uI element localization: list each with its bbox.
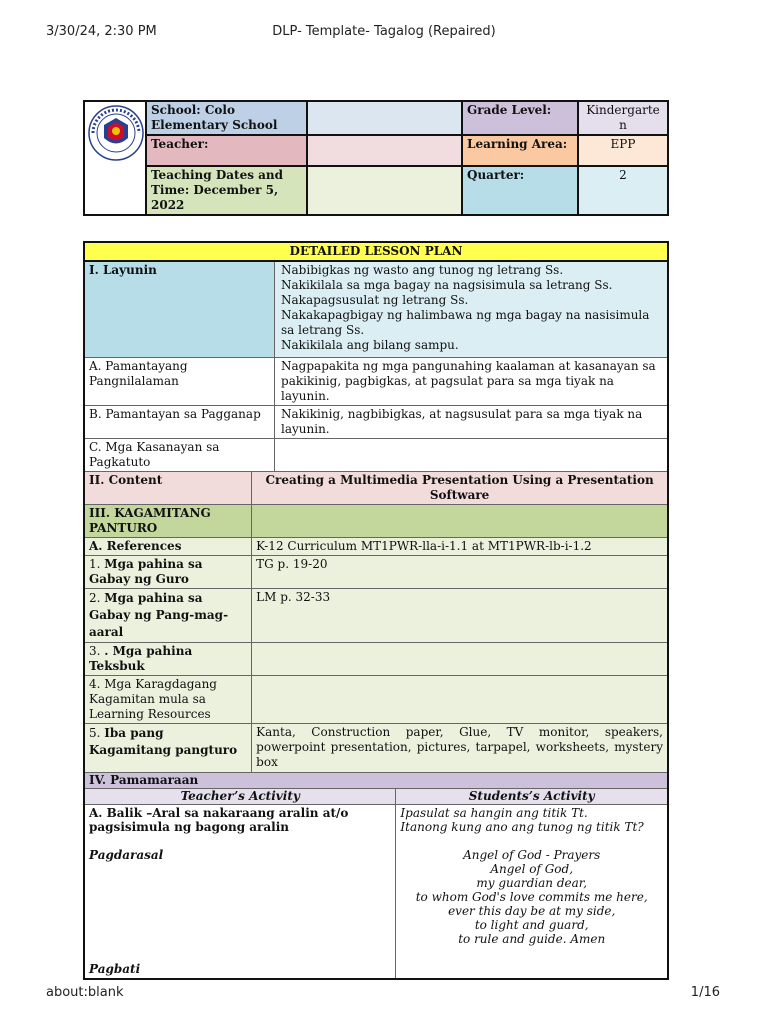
grade-level-label: Grade Level:: [462, 101, 578, 135]
lesson-plan-title: DETAILED LESSON PLAN: [84, 242, 668, 261]
prayer-line: ever this day be at my side,: [448, 903, 616, 918]
objective-item: Nakakapagbigay ng halimbawa ng mga bagay na nasisimula sa letrang Ss.: [281, 308, 650, 337]
learning-area-label: Learning Area:: [462, 135, 578, 166]
objective-item: Nakapagsusulat ng letrang Ss.: [281, 293, 469, 307]
school-info-table: [83, 100, 669, 216]
document-title: DLP- Template- Tagalog (Repaired): [272, 24, 496, 39]
objectives-list: [275, 261, 668, 357]
deped-seal-icon: [87, 104, 145, 162]
prayer-line: to rule and guide. Amen: [458, 931, 606, 946]
procedure-label: IV. Pamamaraan: [84, 772, 668, 788]
teacher-activity-cell: [84, 804, 396, 979]
students-activity-header: Students’s Activity: [396, 788, 668, 804]
objectives-label: I. Layunin: [84, 261, 275, 357]
content-standard-label: A. Pamantayang Pangnilalaman: [84, 357, 275, 405]
footer-url: about:blank: [46, 985, 124, 1000]
prayer-line: to light and guard,: [474, 917, 589, 932]
prayer-step-label: Pagdarasal: [89, 847, 164, 862]
references-label: A. References: [84, 537, 252, 555]
teacher-value-cell: [307, 135, 462, 166]
textbook-text: [252, 642, 668, 675]
prayer-line: Angel of God,: [490, 861, 574, 876]
print-footer: [0, 985, 768, 1003]
additional-resources-text: [252, 675, 668, 723]
additional-resources-label: 4. Mga Karagdagang Kagamitan mula sa Learning Resources: [84, 675, 252, 723]
teacher-activity-header: Teacher’s Activity: [84, 788, 396, 804]
students-activity-cell: [396, 804, 668, 979]
learning-competencies-label: C. Mga Kasanayan sa Pagkatuto: [84, 438, 275, 471]
objective-item: Nakikilala sa mga bagay na nagsisimula sa letrang Ss.: [281, 278, 613, 292]
teacher-guide-label: 1. Mga pahina sa Gabay ng Guro: [84, 555, 252, 588]
content-text: Creating a Multimedia Presentation Using a Presentation Software: [252, 471, 668, 504]
school-value-cell: [307, 101, 462, 135]
performance-standard-label: B. Pamantayan sa Pagganap: [84, 405, 275, 438]
review-step-label: A. Balik –Aral sa nakaraang aralin at/o pagsisimula ng bagong aralin: [89, 805, 349, 834]
greeting-step-label: Pagbati: [89, 962, 141, 976]
school-name-cell: School: Colo Elementary School: [146, 101, 307, 135]
print-date: 3/30/24, 2:30 PM: [46, 24, 157, 39]
objective-item: Nabibigkas ng wasto ang tunog ng letrang Ss.: [281, 263, 564, 277]
prayer-line: my guardian dear,: [476, 875, 588, 890]
learner-guide-text: LM p. 32-33: [252, 588, 668, 642]
prayer-line: to whom God's love commits me here,: [415, 889, 648, 904]
quarter-label: Quarter:: [462, 166, 578, 215]
page-number: 1/16: [690, 985, 720, 1000]
teacher-label: Teacher:: [146, 135, 307, 166]
references-text: K-12 Curriculum MT1PWR-lla-i-1.1 at MT1PWR-lb-i-1.2: [252, 537, 668, 555]
learning-area-value: EPP: [578, 135, 668, 166]
quarter-value: 2: [578, 166, 668, 215]
other-materials-text: Kanta, Construction paper, Glue, TV monitor, speakers, powerpoint presentation, pictures, tarpapel, worksheets, mystery box: [252, 723, 668, 772]
grade-level-value: Kindergarten: [578, 101, 668, 135]
teaching-dates-cell: Teaching Dates and Time: December 5, 2022: [146, 166, 307, 215]
learning-competencies-text: [275, 438, 668, 471]
student-line: Ipasulat sa hangin ang titik Tt.: [400, 805, 588, 820]
prayer-line: Angel of God - Prayers: [463, 847, 601, 862]
lesson-plan-table: [83, 241, 669, 980]
performance-standard-text: Nakikinig, nagbibigkas, at nagsusulat para sa mga tiyak na layunin.: [275, 405, 668, 438]
content-standard-text: Nagpapakita ng mga pangunahing kaalaman at kasanayan sa pakikinig, pagbigkas, at pagsulat para sa mga tiyak na layunin.: [275, 357, 668, 405]
student-line: Itanong kung ano ang tunog ng titik Tt?: [400, 819, 644, 834]
materials-label: III. KAGAMITANG PANTURO: [84, 504, 252, 537]
teacher-guide-text: TG p. 19-20: [252, 555, 668, 588]
objective-item: Nakikilala ang bilang sampu.: [281, 338, 459, 352]
deped-seal-cell: [84, 101, 146, 215]
print-header: [0, 24, 768, 42]
teaching-dates-value-cell: [307, 166, 462, 215]
content-label: II. Content: [84, 471, 252, 504]
textbook-label: 3. . Mga pahina Teksbuk: [84, 642, 252, 675]
materials-value-cell: [252, 504, 668, 537]
learner-guide-label: 2. Mga pahina sa Gabay ng Pang-mag-aaral: [84, 588, 252, 642]
other-materials-label: 5. Iba pang Kagamitang pangturo: [84, 723, 252, 772]
